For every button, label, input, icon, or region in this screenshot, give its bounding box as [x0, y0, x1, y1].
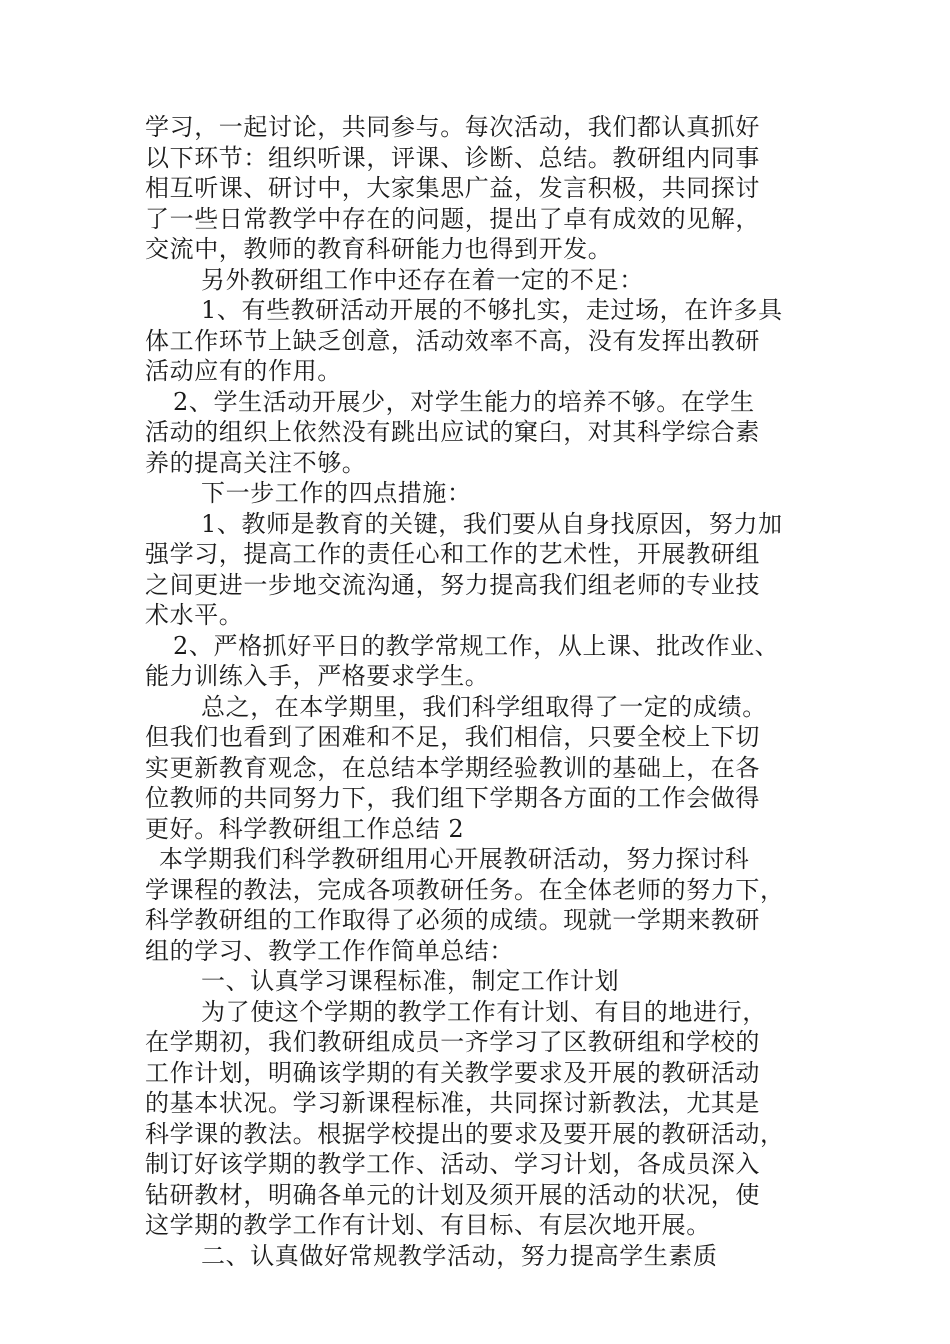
text-line: 为了使这个学期的教学工作有计划、有目的地进行，: [201, 997, 767, 1026]
text-line: 2、学生活动开展少，对学生能力的培养不够。在学生: [173, 387, 755, 416]
text-line: 2、严格抓好平日的教学常规工作，从上课、批改作业、: [173, 631, 780, 660]
text-line: 体工作环节上缺乏创意，活动效率不高，没有发挥出教研: [145, 326, 760, 355]
text-line: 学习，一起讨论，共同参与。每次活动，我们都认真抓好: [145, 113, 760, 141]
text-line: 下一步工作的四点措施：: [201, 479, 472, 507]
text-line: 之间更进一步地交流沟通，努力提高我们组老师的专业技: [145, 570, 760, 599]
text-line: 组的学习、教学工作作简单总结：: [145, 936, 514, 965]
text-line: 制订好该学期的教学工作、活动、学习计划，各成员深入: [145, 1150, 760, 1178]
text-line: 更好。科学教研组工作总结 2: [145, 814, 465, 843]
text-line: 交流中，教师的教育科研能力也得到开发。: [145, 235, 613, 263]
text-line: 活动的组织上依然没有跳出应试的窠臼，对其科学综合素: [145, 418, 760, 446]
text-line: 另外教研组工作中还存在着一定的不足：: [201, 265, 644, 294]
text-line: 在学期初，我们教研组成员一齐学习了区教研组和学校的: [145, 1028, 760, 1056]
text-line: 科学教研组的工作取得了必须的成绩。现就一学期来教研: [145, 906, 760, 934]
text-line: 这学期的教学工作有计划、有目标、有层次地开展。: [145, 1211, 711, 1239]
text-line: 一、认真学习课程标准，制定工作计划: [201, 967, 620, 995]
text-line: 养的提高关注不够。: [145, 448, 367, 477]
text-line: 科学课的教法。根据学校提出的要求及要开展的教研活动，: [145, 1119, 785, 1148]
text-line: 了一些日常教学中存在的问题，提出了卓有成效的见解，: [145, 204, 760, 233]
text-line: 能力训练入手，严格要求学生。: [145, 662, 490, 690]
text-line: 但我们也看到了困难和不足，我们相信，只要全校上下切: [145, 723, 760, 751]
text-line: 钻研教材，明确各单元的计划及须开展的活动的状况，使: [145, 1180, 760, 1209]
text-line: 总之，在本学期里，我们科学组取得了一定的成绩。: [201, 692, 767, 721]
text-line: 本学期我们科学教研组用心开展教研活动，努力探讨科: [159, 845, 750, 873]
text-line: 以下环节：组织听课，评课、诊断、总结。教研组内同事: [145, 143, 760, 172]
text-line: 1、有些教研活动开展的不够扎实，走过场，在许多具: [201, 296, 783, 324]
text-line: 相互听课、研讨中，大家集思广益，发言积极，共同探讨: [145, 174, 760, 202]
text-line: 实更新教育观念，在总结本学期经验教训的基础上，在各: [145, 753, 760, 782]
text-line: 的基本状况。学习新课程标准，共同探讨新教法，尤其是: [145, 1089, 760, 1117]
text-line: 活动应有的作用。: [145, 357, 342, 385]
text-line: 学课程的教法，完成各项教研任务。在全体老师的努力下，: [145, 875, 785, 904]
text-line: 1、教师是教育的关键，我们要从自身找原因，努力加: [201, 509, 783, 538]
text-line: 二、认真做好常规教学活动，努力提高学生素质: [201, 1241, 718, 1270]
text-line: 工作计划，明确该学期的有关教学要求及开展的教研活动: [145, 1058, 760, 1087]
document-body: [145, 112, 825, 1271]
text-line: 位教师的共同努力下，我们组下学期各方面的工作会做得: [145, 784, 760, 812]
text-line: 强学习，提高工作的责任心和工作的艺术性，开展教研组: [145, 540, 760, 568]
text-line: 术水平。: [145, 601, 244, 629]
